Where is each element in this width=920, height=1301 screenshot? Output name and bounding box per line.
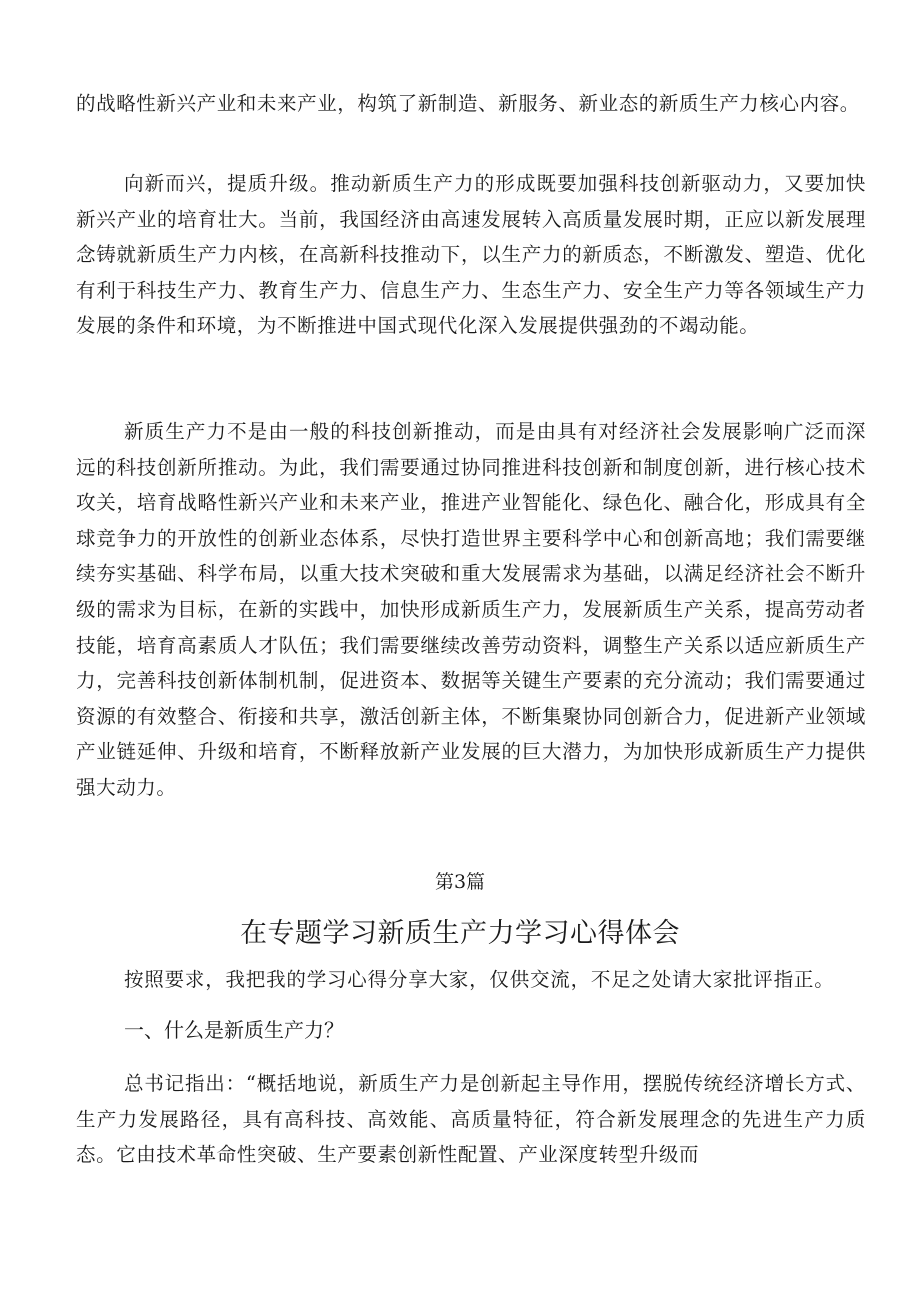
document-title: 在专题学习新质生产力学习心得体会 xyxy=(240,918,680,949)
intro-paragraph: 按照要求，我把我的学习心得分享大家，仅供交流，不足之处请大家批评指正。 xyxy=(124,968,835,991)
paragraph-quote: 总书记指出：“概括地说，新质生产力是创新起主导作用，摆脱传统经济增长方式、生产力发展路径，具有高科技、高效能、高质量特征，符合新发展理念的先进生产力质态。它由技术革命性突破、生产要素创新性配置、产业深度转型升级而 xyxy=(76,1072,866,1167)
paragraph-continuation: 的战略性新兴产业和未来产业，构筑了新制造、新服务、新业态的新质生产力核心内容。 xyxy=(76,92,860,115)
section-number: 第3篇 xyxy=(434,871,486,893)
paragraph-upgrade: 向新而兴，提质升级。推动新质生产力的形成既要加强科技创新驱动力，又要加快新兴产业的培育壮大。当前，我国经济由高速发展转入高质量发展时期，正应以新发展理念铸就新质生产力内核，在高新科技推动下，以生产力的新质态，不断激发、塑造、优化有利于科技生产力、教育生产力、信息生产力、生态生产力、安全生产力等各领域生产力发展的条件和环境，为不断推进中国式现代化深入发展提供强劲的不竭动能。 xyxy=(76,172,866,338)
section-heading: 一、什么是新质生产力？ xyxy=(124,1018,344,1042)
paragraph-innovation: 新质生产力不是由一般的科技创新推动，而是由具有对经济社会发展影响广泛而深远的科技创新所推动。为此，我们需要通过协同推进科技创新和制度创新，进行核心技术攻关，培育战略性新兴产业和未来产业，推进产业智能化、绿色化、融合化，形成具有全球竞争力的开放性的创新业态体系，尽快打造世界主要科学中心和创新高地；我们需要继续夯实基础、科学布局，以重大技术突破和重大发展需求为基础，以满足经济社会不断升级的需求为目标，在新的实践中，加快形成新质生产力，发展新质生产关系，提高劳动者技能，培育高素质人才队伍；我们需要继续改善劳动资料，调整生产关系以适应新质生产力，完善科技创新体制机制，促进资本、数据等关键生产要素的充分流动；我们需要通过资源的有效整合、衔接和共享，激活创新主体，不断集聚协同创新合力，促进新产业领域产业链延伸、升级和培育，不断释放新产业发展的巨大潜力，为加快形成新质生产力提供强大动力。 xyxy=(76,420,866,799)
